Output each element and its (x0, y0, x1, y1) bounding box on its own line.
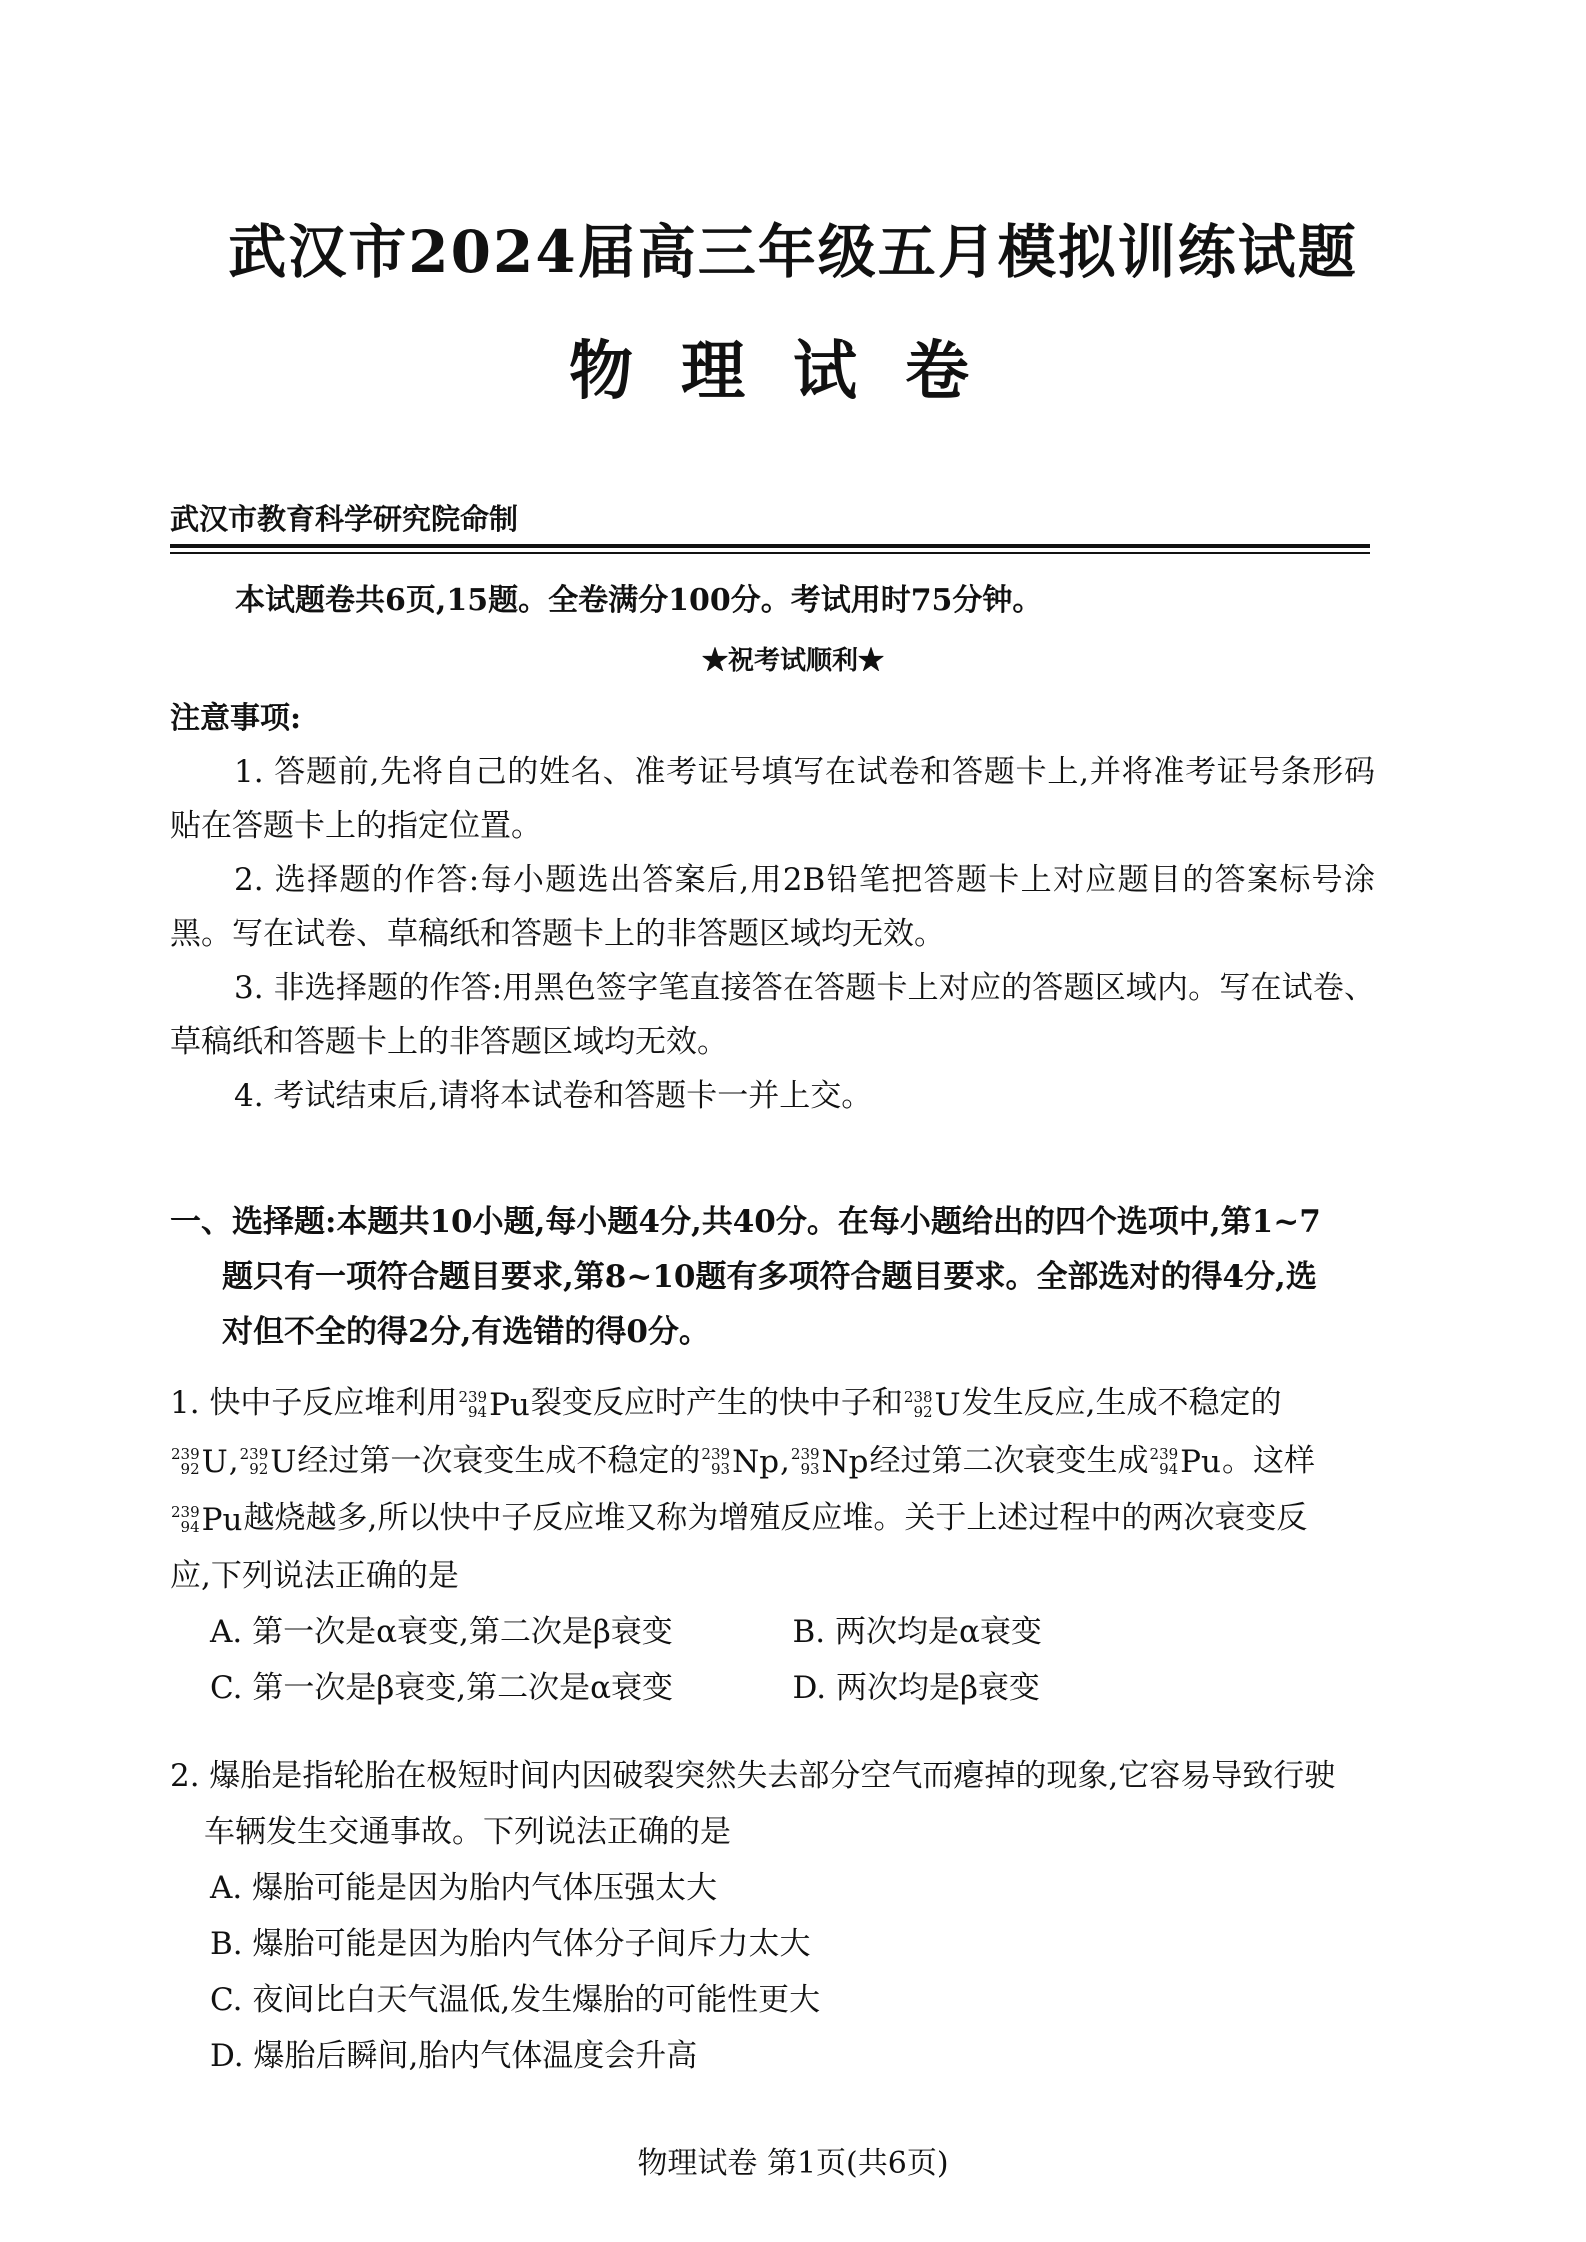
charge-number: 92 (249, 1460, 269, 1478)
stem-line (170, 1490, 1375, 1548)
charge-number: 92 (913, 1402, 933, 1421)
nuclide-pu (1150, 1434, 1221, 1490)
stem-line: 2. 爆胎是指轮胎在极短时间内因破裂突然失去部分空气而瘪掉的现象,它容易导致行驶 (170, 1758, 1336, 1794)
options (170, 1860, 1375, 2084)
notice-item: 4. 考试结束后,请将本试卷和答题卡一并上交。 (234, 1078, 873, 1114)
stem-text: 。这样 (1222, 1442, 1315, 1479)
publisher-line: 武汉市教育科学研究院命制 (170, 502, 519, 536)
option-a: A. 第一次是α衰变,第二次是β衰变 (210, 1613, 673, 1650)
section-line: 题只有一项符合题目要求,第8~10题有多项符合题目要求。全部选对的得4分,选 (222, 1259, 1317, 1295)
element-symbol: U (934, 1386, 961, 1423)
charge-number: 93 (800, 1460, 820, 1478)
element-symbol: Pu (489, 1386, 530, 1423)
stem-text: , (780, 1442, 790, 1479)
page-footer: 物理试卷 第1页(共6页) (637, 2146, 949, 2181)
mass-number: 239 (701, 1445, 731, 1463)
charge-number: 92 (180, 1460, 200, 1478)
stem-line: 车辆发生交通事故。下列说法正确的是 (204, 1814, 731, 1850)
nuclide-pu (458, 1377, 529, 1433)
charge-number: 94 (1159, 1460, 1179, 1478)
section-heading (170, 1195, 1375, 1360)
header-rule-thin (170, 552, 1370, 554)
notice-title: 注意事项: (170, 701, 302, 736)
option-row (210, 1660, 1375, 1716)
nuclide-u239 (171, 1434, 228, 1490)
question-stem (170, 1748, 1375, 1860)
option-d: D. 爆胎后瞬间,胎内气体温度会升高 (210, 2038, 698, 2074)
nuclide-u239 (240, 1434, 297, 1490)
element-symbol: Pu (201, 1501, 243, 1538)
section-line: 对但不全的得2分,有选错的得0分。 (222, 1314, 710, 1350)
stem-text: , (228, 1442, 239, 1479)
stem-text: 发生反应,生成不稳定的 (961, 1385, 1282, 1421)
element-symbol: U (201, 1444, 228, 1480)
stem-text: 经过第二次衰变生成 (869, 1442, 1149, 1479)
mass-number: 239 (790, 1445, 820, 1463)
subject-title: 物理试卷 (569, 334, 1017, 409)
option-d: D. 两次均是β衰变 (792, 1669, 1040, 1706)
mass-number: 239 (458, 1387, 488, 1406)
nuclide-u238 (904, 1377, 961, 1433)
nuclide-pu (171, 1492, 242, 1548)
stem-text: 越烧越多,所以快中子反应堆又称为增殖反应堆。关于上述过程中的两次衰变反 (243, 1500, 1308, 1536)
notice-list (170, 745, 1375, 1123)
stem-line (170, 1433, 1375, 1491)
option-b: B. 爆胎可能是因为胎内气体分子间斥力太大 (210, 1926, 811, 1962)
notice-item: 3. 非选择题的作答:用黑色签字笔直接答在答题卡上对应的答题区域内。写在试卷、草稿纸和答题卡上的非答题区域均无效。 (170, 970, 1375, 1060)
stem-line: 应,下列说法正确的是 (170, 1557, 459, 1594)
element-symbol: Np (821, 1444, 869, 1480)
stem-text: 裂变反应时产生的快中子和 (530, 1385, 903, 1421)
mass-number: 238 (903, 1387, 933, 1406)
mass-number: 239 (171, 1445, 200, 1463)
stem-text: 1. 快中子反应堆利用 (170, 1385, 458, 1421)
section-line: 一、选择题:本题共10小题,每小题4分,共40分。在每小题给出的四个选项中,第1~7 (170, 1204, 1321, 1240)
mass-number: 239 (1149, 1445, 1179, 1463)
charge-number: 94 (180, 1517, 200, 1536)
question-2 (170, 1748, 1375, 2084)
option-c: C. 第一次是β衰变,第二次是α衰变 (210, 1669, 674, 1706)
option-a: A. 爆胎可能是因为胎内气体压强太大 (210, 1870, 718, 1906)
mass-number: 239 (239, 1445, 269, 1463)
option-b: B. 两次均是α衰变 (792, 1613, 1042, 1650)
question-1 (170, 1375, 1375, 1716)
nuclide-np (701, 1434, 779, 1490)
nuclide-np (791, 1434, 869, 1490)
option-row (210, 1604, 1375, 1660)
notice-item: 2. 选择题的作答:每小题选出答案后,用2B铅笔把答题卡上对应题目的答案标号涂黑。写在试卷、草稿纸和答题卡上的非答题区域均无效。 (170, 862, 1375, 952)
notice-item: 1. 答题前,先将自己的姓名、准考证号填写在试卷和答题卡上,并将准考证号条形码贴在答题卡上的指定位置。 (170, 754, 1375, 844)
element-symbol: Pu (1180, 1444, 1221, 1480)
header-rule-thick (170, 544, 1370, 548)
option-c: C. 夜间比白天气温低,发生爆胎的可能性更大 (210, 1982, 821, 2018)
stem-text: 经过第一次衰变生成不稳定的 (297, 1442, 701, 1479)
question-stem (170, 1375, 1375, 1604)
element-symbol: U (270, 1444, 297, 1480)
exam-summary: 本试题卷共6页,15题。全卷满分100分。考试用时75分钟。 (235, 583, 1043, 618)
motto: ★祝考试顺利★ (701, 646, 884, 676)
charge-number: 93 (710, 1460, 731, 1478)
options (170, 1604, 1375, 1716)
mass-number: 239 (171, 1502, 200, 1521)
element-symbol: Np (732, 1444, 780, 1480)
exam-title: 武汉市2024届高三年级五月模拟训练试题 (228, 218, 1358, 286)
charge-number: 94 (467, 1402, 488, 1421)
